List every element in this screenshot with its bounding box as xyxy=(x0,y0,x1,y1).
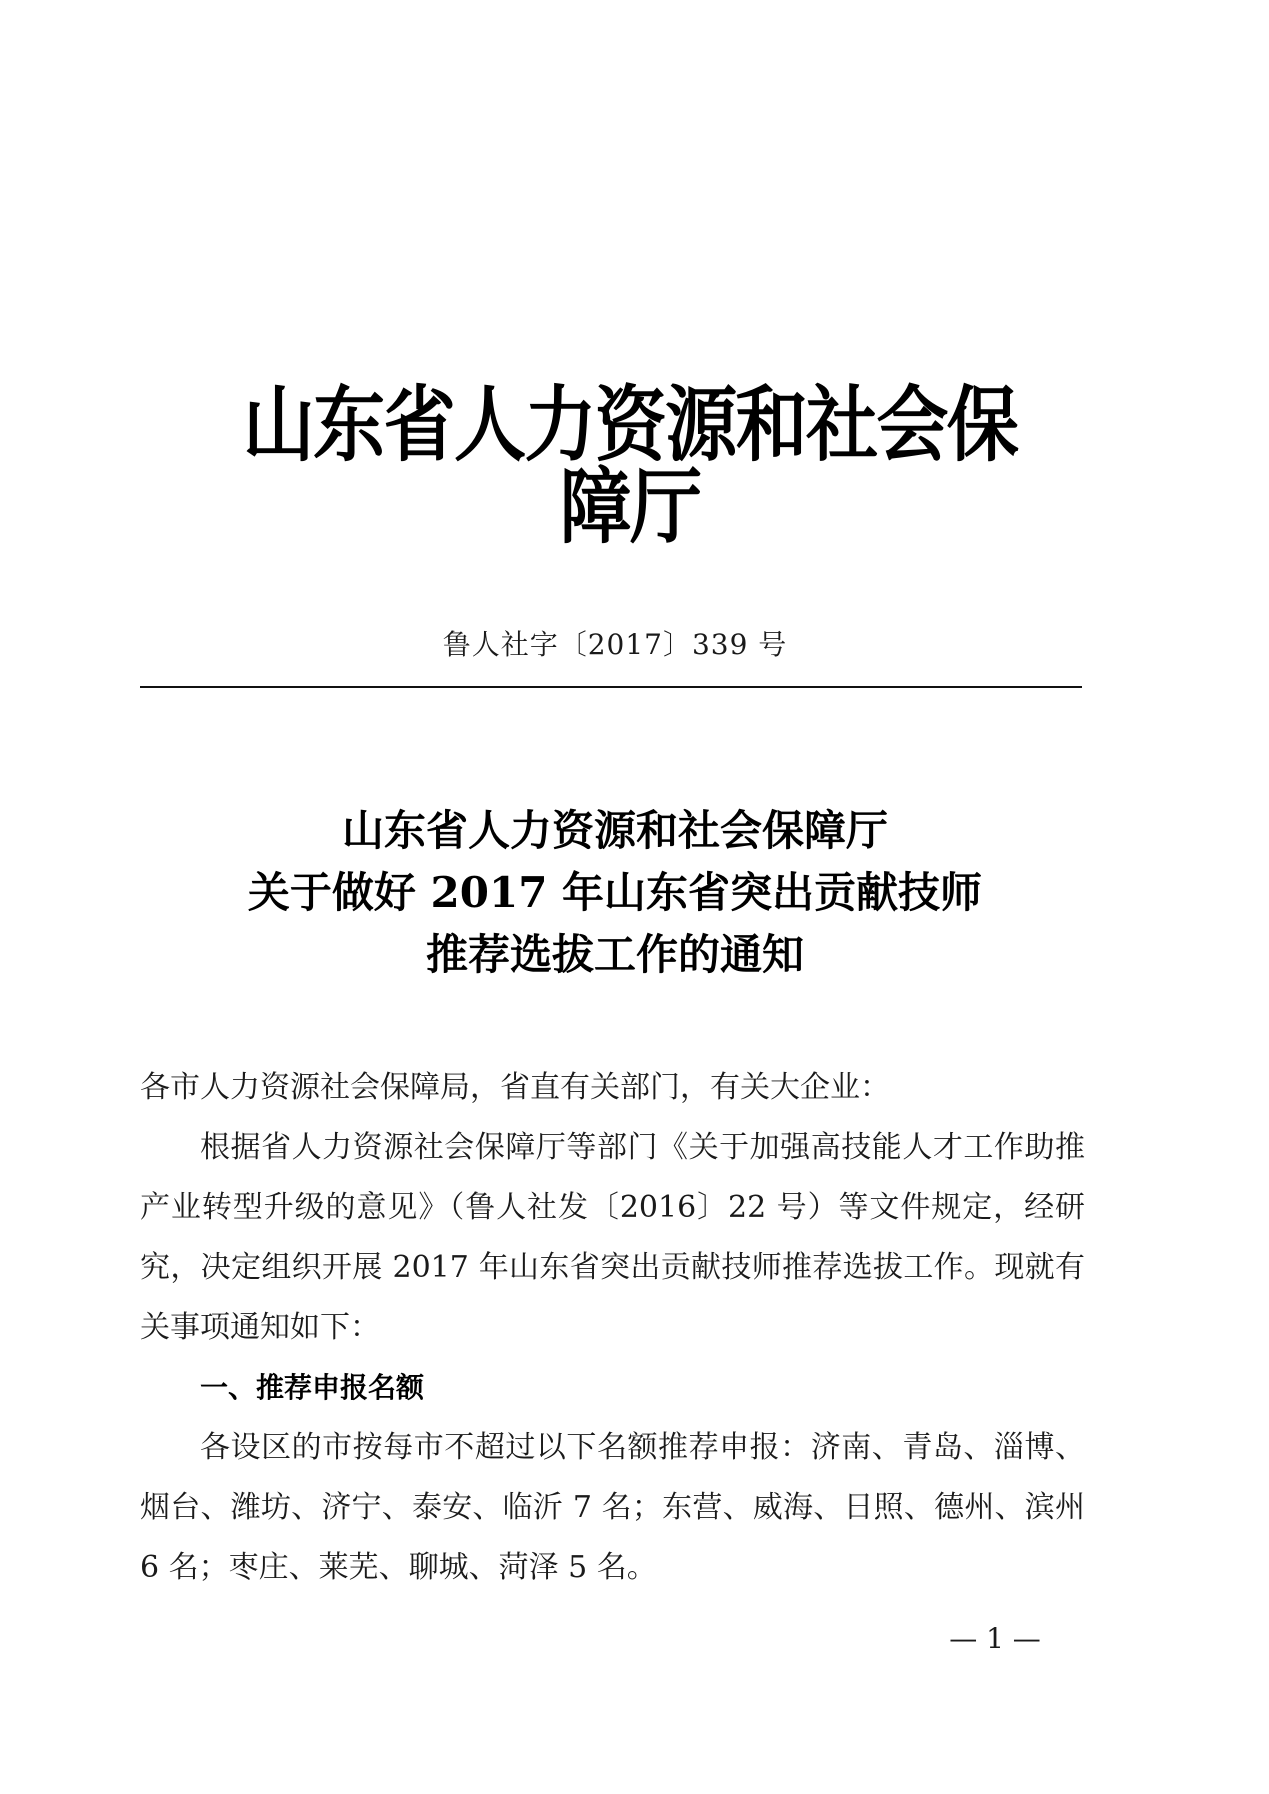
section-paragraph: 各设区的市按每市不超过以下名额推荐申报：济南、青岛、淄博、烟台、潍坊、济宁、泰安、临沂 7 名；东营、威海、日照、德州、滨州 6 名；枣庄、莱芜、聊城、菏泽 5 名。 xyxy=(140,1430,1085,1585)
document-title xyxy=(140,800,1090,986)
document-number: 鲁人社字〔2017〕339 号 xyxy=(442,628,788,661)
title-line-2: 关于做好 2017 年山东省突出贡献技师 xyxy=(247,868,983,917)
section-heading: 一、推荐申报名额 xyxy=(200,1371,425,1404)
title-line-1: 山东省人力资源和社会保障厅 xyxy=(341,806,888,855)
salutation: 各市人力资源社会保障局，省直有关部门，有关大企业： xyxy=(140,1070,890,1105)
intro-paragraph: 根据省人力资源社会保障厅等部门《关于加强高技能人才工作助推产业转型升级的意见》（鲁人社发〔2016〕22 号）等文件规定，经研究，决定组织开展 2017 年山东省突出贡献技师推荐选拔工作。现就有关事项通知如下： xyxy=(140,1130,1085,1345)
page-number: — 1 — xyxy=(949,1622,1041,1655)
title-line-3: 推荐选拔工作的通知 xyxy=(425,930,804,979)
document-body xyxy=(140,1058,1085,1598)
agency-header: 山东省人力资源和社会保障厅 xyxy=(242,378,1018,555)
header-divider xyxy=(140,686,1082,688)
